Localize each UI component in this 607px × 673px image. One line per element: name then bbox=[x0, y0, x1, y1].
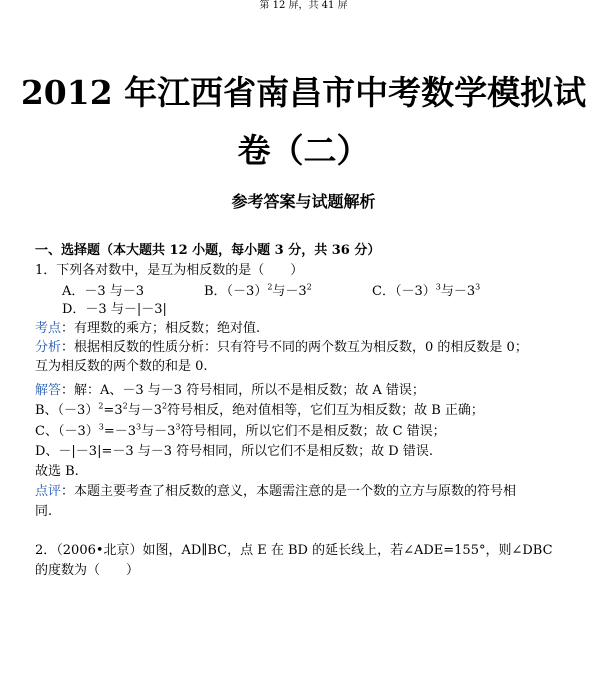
question-2-line-2: 的度数为（ ） bbox=[35, 563, 140, 578]
document-subtitle: 参考答案与试题解析 bbox=[231, 192, 376, 211]
dianping-label: 点评 bbox=[35, 484, 62, 499]
page-header: 第 12 屏，共 41 屏 bbox=[259, 0, 348, 11]
option-c: C．$(-3)^3$与$-3^3$ bbox=[372, 282, 481, 299]
dianping-line-1: 点评：本题主要考查了相反数的意义，本题需注意的是一个数的立方与原数的符号相 bbox=[35, 484, 517, 499]
conclusion: 故选 B. bbox=[35, 464, 79, 479]
section-heading: 一、选择题（本大题共 12 小题，每小题 3 分，共 36 分） bbox=[35, 243, 381, 258]
question-1-stem: 1．下列各对数中，是互为相反数的是（ ） bbox=[35, 263, 304, 278]
kaodian-line: 考点：有理数的乘方；相反数；绝对值. bbox=[35, 321, 261, 336]
fenxi-line-2: 互为相反数的两个数的和是 0. bbox=[35, 359, 208, 374]
dianping-line-2: 同. bbox=[35, 504, 53, 519]
jieda-line: 解答：解：A、－3 与－3 符号相同，所以不是相反数；故 A 错误； bbox=[35, 383, 425, 398]
kaodian-label: 考点 bbox=[35, 321, 62, 336]
solution-d-line: D、－|－3|=－3 与－3 符号相同，所以它们不是相反数；故 D 错误. bbox=[35, 444, 433, 459]
option-b: B．$(-3)^2$与$-3^2$ bbox=[204, 282, 312, 299]
jieda-label: 解答 bbox=[35, 383, 62, 398]
document-title-line-2: 卷（二） bbox=[237, 131, 370, 170]
option-d: D．－3 与－|－3| bbox=[62, 302, 167, 317]
option-a: A．－3 与－3 bbox=[62, 284, 145, 299]
solution-b-line: B、$(-3)^2=3^2$与$-3^2$符号相反，绝对值相等，它们互为相反数；故 B 正确； bbox=[35, 401, 484, 418]
solution-c-line: C、$(-3)^3=-3^3$与$-3^3$符号相同，所以它们不是相反数；故 C 错误； bbox=[35, 422, 446, 439]
fenxi-line-1: 分析：根据相反数的性质分析：只有符号不同的两个数互为相反数，0 的相反数是 0； bbox=[35, 340, 528, 355]
question-2-line-1: 2．（2006•北京）如图，AD∥BC，点 E 在 BD 的延长线上，若∠ADE=155°，则∠DBC bbox=[35, 543, 553, 558]
fenxi-label: 分析 bbox=[35, 340, 62, 355]
document-title-line-1: 2012 年江西省南昌市中考数学模拟试 bbox=[20, 73, 587, 112]
